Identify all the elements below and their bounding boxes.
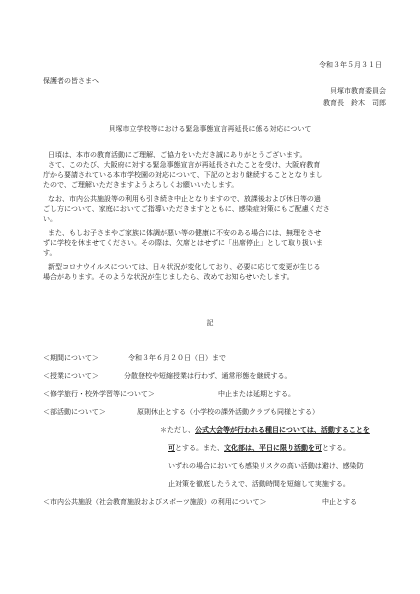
trip-value: 中止または延期とする。 — [218, 390, 295, 398]
sender-org: 貝塚市教育委員会 — [330, 87, 386, 95]
trip-label: ＜修学旅行・校外学習等について＞ — [43, 390, 155, 398]
date: 令和３年５月３１日 — [319, 61, 382, 69]
club-note2-allowed: 可 — [168, 443, 175, 452]
club-label: ＜部活動について＞ — [43, 408, 106, 416]
class-label: ＜授業について＞ — [43, 372, 99, 380]
body-line: 新型コロナウイルスについては、日々状況が変化しており、必要に応じて変更が生じる — [48, 263, 321, 271]
club-note2-emphasis: 文化部は、平日に限り活動を可 — [224, 443, 322, 452]
club-value: 原則休止とする（小学校の課外活動クラブも同様とする） — [137, 408, 319, 416]
club-note-emphasis: 公式大会等が行われる種目については、活動することを — [195, 425, 370, 434]
recipient: 保護者の皆さまへ — [43, 77, 99, 85]
body-line: ごし方について、家庭においてご指導いただきますとともに、感染症対策にもご配慮くださ — [43, 205, 330, 213]
body-line: また、もしお子さまやご家族に体調が悪い等の健康に不安のある場合には、無理をさせ — [48, 229, 321, 237]
body-line: す。 — [43, 249, 57, 257]
body-line: さて、このたび、大阪府に対する緊急事態宣言が再延長されたことを受け、大阪府教育 — [48, 161, 321, 169]
notice-heading: 記 — [206, 319, 214, 327]
sender-name: 教育長 鈴木 司郎 — [323, 99, 386, 107]
body-line: 場合があります。そのような状況が生じましたら、改めてお知らせいたします。 — [43, 273, 294, 281]
period-label: ＜期間について＞ — [43, 354, 99, 362]
body-line: 庁から要請されている本市学校園の対応について、下記のとおり継続することとなりまし — [43, 171, 323, 179]
document-title: 貝塚市立学校等における緊急事態宣言再延長に係る対応について — [108, 125, 312, 133]
body-line: 日頃は、本市の教育活動にご理解、ご協力をいただき誠にありがとうございます。 — [48, 151, 307, 159]
body-line: ずに学校を休ませてください。その際は、欠席とはせずに「出席停止」として取り扱いま — [43, 239, 323, 247]
body-line: なお、市内公共施設等の利用も引き続き中止となりますので、放課後および休日等の過 — [48, 195, 321, 203]
club-note-prefix: ＊ただし、 — [160, 426, 195, 434]
period-value: 令和３年６月２０日（日）まで — [128, 354, 226, 362]
club-note2-mid: とする。また、 — [175, 444, 224, 452]
body-line: い。 — [43, 215, 57, 223]
facility-value: 中止とする — [322, 498, 357, 506]
club-note2-end: とする。 — [322, 444, 350, 452]
club-note-line3: いずれの場合においても感染リスクの高い活動は避け、感染防 — [168, 462, 364, 470]
club-note-line4: 止対策を徹底したうえで、活動時間を短縮して実施する。 — [168, 480, 350, 488]
facility-label: ＜市内公共施設（社会教育施設およびスポーツ施設）の利用について＞ — [43, 498, 267, 506]
body-line: たので、ご理解いただきますようよろしくお願いいたします。 — [43, 181, 239, 189]
class-value: 分散登校や短縮授業は行わず、通常形態を継続する。 — [124, 372, 292, 380]
club-note-line2 — [168, 443, 350, 453]
club-note — [160, 425, 370, 435]
